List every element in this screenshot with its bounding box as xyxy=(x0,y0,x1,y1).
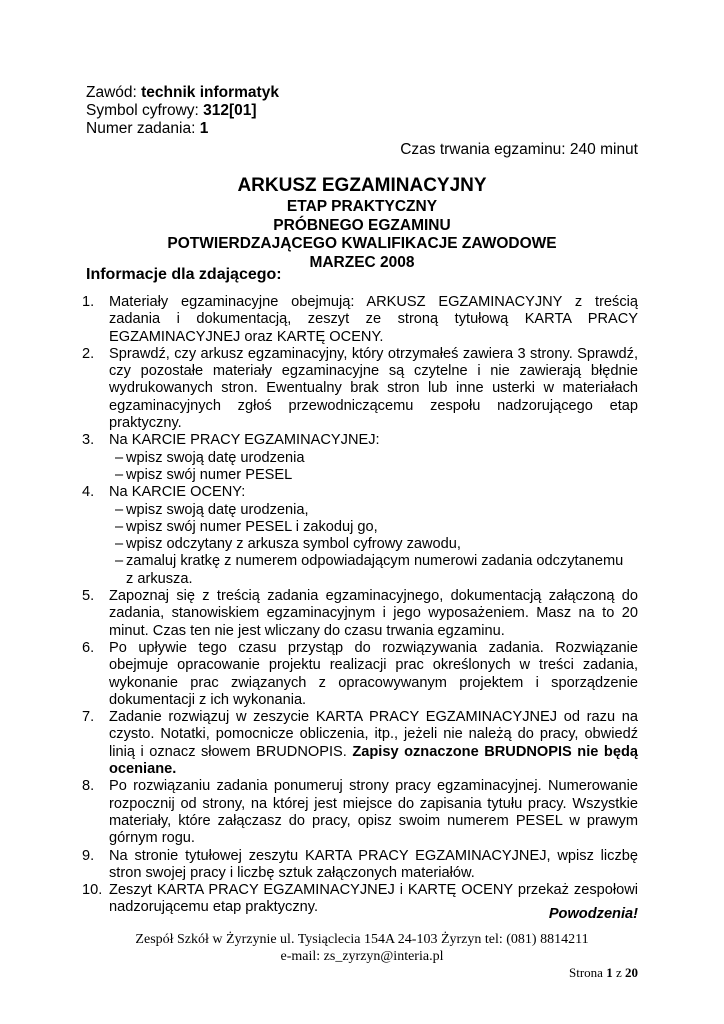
item-number: 7. xyxy=(82,709,95,726)
sub-item: – zamaluj kratkę z numerem odpowiadającym numerowi zadania odczytanemu z arkusza. xyxy=(109,553,638,588)
sub-item-text: wpisz odczytany z arkusza symbol cyfrowy zawodu, xyxy=(126,536,461,553)
item-text: Materiały egzaminacyjne obejmują: ARKUSZ EGZAMINACYJNY z treścią zadania i dokumentacją, zeszyt ze stroną tytułową KARTA PRACY EGZAMINACYJNEJ oraz KARTĘ OCENY. xyxy=(109,294,638,345)
symbol-label: Symbol cyfrowy: xyxy=(86,102,204,119)
document-titles xyxy=(86,174,638,272)
item-text: Zeszyt KARTA PRACY EGZAMINACYJNEJ i KARTĘ OCENY przekaż zespołowi nadzorującemu etap praktyczny. xyxy=(109,882,638,916)
symbol-row xyxy=(86,102,279,120)
item-text: Po rozwiązaniu zadania ponumeruj strony pracy egzaminacyjnej. Numerowanie rozpocznij od strony, na której jest miejsce do zapisania tytułu pracy. Wszystkie materiały, które załączasz do pracy, opisz swoim numerem PESEL w prawym górnym rogu. xyxy=(109,778,638,847)
task-label: Numer zadania: xyxy=(86,120,200,137)
item-number: 8. xyxy=(82,778,95,795)
item-text: Po upływie tego czasu przystąp do rozwiązywania zadania. Rozwiązanie obejmuje opracowanie projektu realizacji prac określonych w treści zadania, wykonanie prac związanych z opracowywanym projektem i sporządzenie dokumentacji z ich wykonania. xyxy=(109,639,638,708)
item-text: Zapoznaj się z treścią zadania egzaminacyjnego, dokumentacją załączoną do zadania, stanowiskiem egzaminacyjnym i jego wyposażeniem. Masz na to 20 minut. Czas ten nie jest wliczany do czasu trwania egzaminu. xyxy=(109,588,638,639)
page-total: 20 xyxy=(625,965,638,980)
main-title: ARKUSZ EGZAMINACYJNY xyxy=(237,175,487,196)
closing-text: Powodzenia! xyxy=(548,906,638,922)
list-item xyxy=(82,778,638,847)
item-text: Na stronie tytułowej zeszytu KARTA PRACY EGZAMINACYJNEJ, wpisz liczbę stron swojej pracy i liczbę sztuk załączonych materiałów. xyxy=(109,847,638,881)
task-value: 1 xyxy=(199,120,209,137)
subtitle-date: MARZEC 2008 xyxy=(309,253,415,271)
item-number: 5. xyxy=(82,588,95,605)
sub-item-text: wpisz swój numer PESEL i zakoduj go, xyxy=(126,518,378,535)
list-item xyxy=(82,848,638,883)
list-item xyxy=(82,484,638,588)
sub-item: – wpisz swój numer PESEL i zakoduj go, xyxy=(115,518,378,535)
sub-item-text: wpisz swój numer PESEL xyxy=(126,466,293,483)
sub-item: – wpisz swoją datę urodzenia, xyxy=(115,501,309,518)
info-heading: Informacje dla zdającego: xyxy=(86,266,282,283)
subtitle-trial: PRÓBNEGO EGZAMINU xyxy=(273,216,451,234)
symbol-value: 312[01] xyxy=(203,102,257,119)
list-item xyxy=(82,346,638,432)
page-separator: z xyxy=(612,965,625,980)
sub-item-text: wpisz swoją datę urodzenia xyxy=(126,449,305,466)
page-current: 1 xyxy=(606,965,613,980)
item-number: 6. xyxy=(82,639,95,656)
list-item xyxy=(82,709,638,778)
item-text: Na KARCIE OCENY: xyxy=(109,484,246,501)
page-number xyxy=(569,965,638,981)
exam-duration: Czas trwania egzaminu: 240 minut xyxy=(400,141,638,158)
page-label: Strona xyxy=(569,965,607,980)
instructions-list xyxy=(82,294,638,917)
item-bold-text: Zapisy oznaczone BRUDNOPIS nie będą oceniane. xyxy=(109,743,638,778)
sub-item-continuation: z arkusza. xyxy=(126,570,193,587)
footer-email: e-mail: zs_zyrzyn@interia.pl xyxy=(280,949,444,964)
item-number: 1. xyxy=(82,294,95,310)
footer-address: Zespół Szkół w Żyrzynie ul. Tysiąclecia 154A 24-103 Żyrzyn tel: (081) 8814211 xyxy=(135,932,589,947)
page-footer xyxy=(86,931,638,965)
sub-item-text: zamaluj kratkę z numerem odpowiadającym numerowi zadania odczytanemu xyxy=(126,553,624,570)
item-number: 10. xyxy=(82,882,103,899)
profession-row xyxy=(86,84,279,102)
item-number: 2. xyxy=(82,345,95,362)
profession-value: technik informatyk xyxy=(141,84,279,101)
list-item xyxy=(82,640,638,709)
subtitle-stage: ETAP PRAKTYCZNY xyxy=(286,198,438,215)
sub-item: – wpisz odczytany z arkusza symbol cyfrowy zawodu, xyxy=(115,536,461,553)
sub-item: – wpisz swój numer PESEL xyxy=(115,466,293,483)
list-item xyxy=(82,588,638,640)
item-number: 9. xyxy=(82,847,95,864)
list-item xyxy=(82,294,638,346)
sub-item: – wpisz swoją datę urodzenia xyxy=(115,449,305,466)
profession-label: Zawód: xyxy=(86,84,142,101)
item-text: Zadanie rozwiązuj w zeszycie KARTA PRACY EGZAMINACYJNEJ od razu na czysto. Notatki, pomocnicze obliczenia, itp., jeżeli nie należą do pracy, obwiedź linią i oznacz słowem BRUDNOPIS. xyxy=(109,709,638,760)
item-number: 4. xyxy=(82,484,95,501)
task-row xyxy=(86,120,279,138)
list-item xyxy=(82,432,638,484)
item-text: Sprawdź, czy arkusz egzaminacyjny, który otrzymałeś zawiera 3 strony. Sprawdź, czy pozostałe materiały egzaminacyjne są czytelne i nie zawierają błędnie wydrukowanych stron. Ewentualny brak stron lub inne usterki w materiałach egzaminacyjnych zgłoś przewodniczącemu zespołu nadzorującego etap praktyczny. xyxy=(109,345,638,432)
sub-item-text: wpisz swoją datę urodzenia, xyxy=(126,501,309,518)
subtitle-qualifications: POTWIERDZAJĄCEGO KWALIFIKACJE ZAWODOWE xyxy=(167,235,557,252)
item-text: Na KARCIE PRACY EGZAMINACYJNEJ: xyxy=(109,432,380,449)
item-number: 3. xyxy=(82,432,95,449)
exam-meta xyxy=(86,84,279,138)
